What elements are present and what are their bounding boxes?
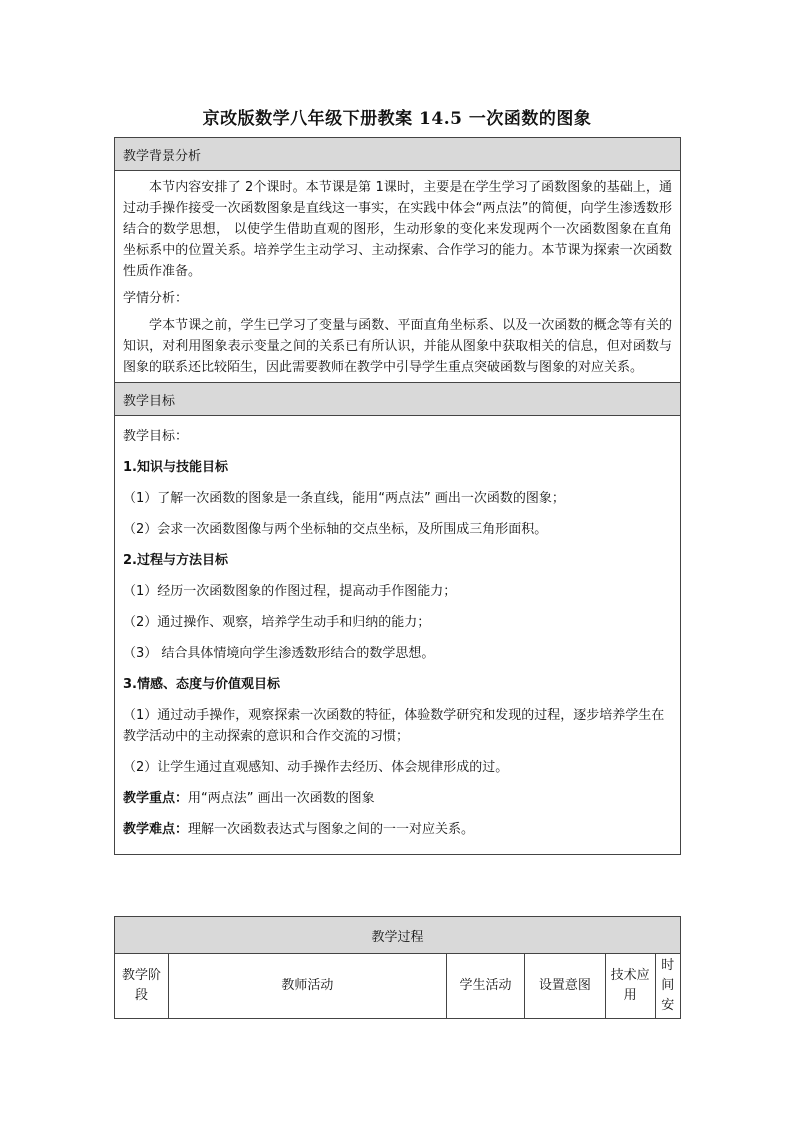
process-header: 教学过程 — [115, 917, 681, 954]
key-point-text: 用“两点法” 画出一次函数的图象 — [188, 791, 375, 806]
background-paragraph: 本节内容安排了 2个课时。本节课是第 1课时，主要是在学生学习了函数图象的基础上，通过动手操作接受一次函数图象是直线这一事实，在实践中体会“两点法”的简便，向学生渗透数形结合的数学思想， 以使学生借助直观的图形，生动形象的变化来发现两个一次函数图象在直角坐标系中的位置关系。培养学生主动学习、主动探索、合作学习的能力。本节课为探索一次函数性质作准备。 — [123, 180, 672, 279]
col-teacher-activity: 教师活动 — [168, 954, 446, 1019]
difficult-point-text: 理解一次函数表达式与图象之间的一一对应关系。 — [188, 822, 475, 837]
process-table — [114, 916, 681, 1019]
goal2-title: 2.过程与方法目标 — [123, 553, 228, 568]
col-time: 时间安 — [655, 954, 680, 1019]
col-design-intent: 设置意图 — [525, 954, 605, 1019]
page-title: 京改版数学八年级下册教案 14.5 一次函数的图象 — [202, 109, 592, 129]
col-technology: 技术应用 — [605, 954, 655, 1019]
difficult-point-label: 教学难点： — [123, 822, 189, 837]
lesson-plan-table — [114, 137, 681, 855]
col-student-activity: 学生活动 — [446, 954, 524, 1019]
goal1-title: 1.知识与技能目标 — [123, 460, 228, 475]
learner-analysis-paragraph: 学本节课之前，学生已学习了变量与函数、平面直角坐标系、以及一次函数的概念等有关的知识，对利用图象表示变量之间的关系已有所认识，并能从图象中获取相关的信息，但对函数与图象的联系还比较陌生，因此需要教师在教学中引导学生重点突破函数与图象的对应关系。 — [123, 318, 672, 375]
background-header: 教学背景分析 — [115, 138, 681, 171]
background-content — [115, 171, 681, 383]
goal2-item: （2）通过操作、观察，培养学生动手和归纳的能力； — [123, 615, 431, 630]
learner-analysis-heading: 学情分析： — [123, 291, 189, 306]
goal3-title: 3.情感、态度与价值观目标 — [123, 677, 280, 692]
col-stage: 教学阶段 — [115, 954, 169, 1019]
objectives-intro: 教学目标： — [123, 429, 189, 444]
key-point-label: 教学重点： — [123, 791, 189, 806]
goal2-item: （3） 结合具体情境向学生渗透数形结合的数学思想。 — [123, 646, 435, 661]
goal1-item: （2）会求一次函数图像与两个坐标轴的交点坐标，及所围成三角形面积。 — [123, 522, 548, 537]
difficult-point — [123, 819, 672, 840]
goal3-item: （2）让学生通过直观感知、动手操作去经历、体会规律形成的过。 — [123, 760, 509, 775]
objectives-content — [115, 416, 681, 855]
goal1-item: （1）了解一次函数的图象是一条直线，能用“两点法” 画出一次函数的图象； — [123, 491, 565, 506]
goal3-item: （1）通过动手操作，观察探索一次函数的特征，体验数学研究和发现的过程，逐步培养学生在教学活动中的主动探索的意识和合作交流的习惯； — [123, 708, 665, 744]
goal2-item: （1）经历一次函数图象的作图过程，提高动手作图能力； — [123, 584, 457, 599]
key-point — [123, 788, 672, 809]
objectives-header: 教学目标 — [115, 383, 681, 416]
